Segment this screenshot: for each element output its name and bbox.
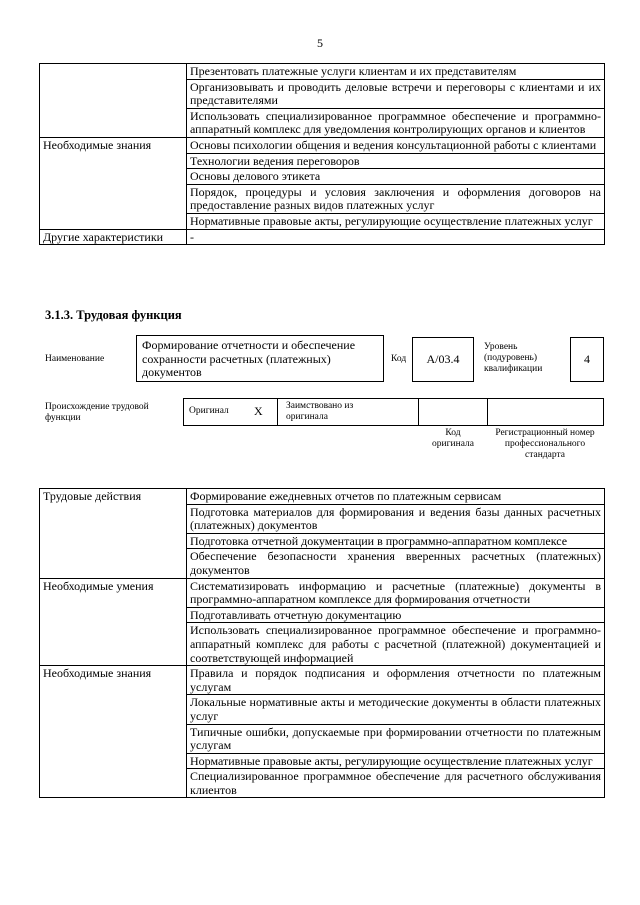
item-cell: Основы психологии общения и ведения консультационной работы с клиентами (187, 137, 605, 153)
origin-label: Происхождение трудовой функции (45, 402, 149, 423)
origin-code-box (418, 398, 488, 426)
category-cell: Необходимые знания (40, 137, 187, 229)
category-cell: Трудовые действия (40, 489, 187, 579)
item-cell: Технологии ведения переговоров (187, 153, 605, 169)
category-cell: Другие характеристики (40, 229, 187, 245)
item-cell: Нормативные правовые акты, регулирующие осуществление платежных услуг (187, 753, 605, 769)
origin-borrowed-box (277, 398, 419, 426)
qualification-level: 4 (584, 351, 590, 366)
origin-reg-box (487, 398, 604, 426)
top-requirements-table (39, 63, 605, 245)
item-cell: Подготовка отчетной документации в программно-аппаратном комплексе (187, 533, 605, 549)
item-cell: Специализированное программное обеспечение для расчетного обслуживания клиентов (187, 769, 605, 798)
code-label: Код (391, 354, 407, 364)
level-label: Уровень (подуровень) квалификации (484, 342, 543, 374)
item-cell: Систематизировать информацию и расчетные (платежные) документы в программно-аппаратном комплексе для формирования отчетности (187, 578, 605, 607)
bottom-requirements-table (39, 488, 605, 798)
item-cell: Основы делового этикета (187, 169, 605, 185)
reg-caption: Регистрационный номер профессионального стандарта (495, 428, 595, 460)
item-cell: Подготовка материалов для формирования и ведения базы данных расчетных (платежных) документов (187, 504, 605, 533)
code-value-box (412, 337, 474, 382)
item-cell: Формирование ежедневных отчетов по платежным сервисам (187, 489, 605, 505)
item-cell: - (187, 229, 605, 245)
item-cell: Порядок, процедуры и условия заключения и оформления договоров на предоставление разных видов платежных услуг (187, 184, 605, 213)
code-caption: Код оригинала (432, 428, 474, 449)
item-cell: Нормативные правовые акты, регулирующие осуществление платежных услуг (187, 213, 605, 229)
table-row (40, 666, 605, 695)
borrowed-label: Заимствовано из оригинала (286, 401, 354, 422)
table-row (40, 64, 605, 80)
level-value-box (570, 337, 604, 382)
item-cell: Подготавливать отчетную документацию (187, 607, 605, 623)
category-cell: Необходимые знания (40, 666, 187, 798)
section-heading: 3.1.3. Трудовая функция (45, 308, 182, 322)
item-cell: Локальные нормативные акты и методические документы в области платежных услуг (187, 695, 605, 724)
item-cell: Правила и порядок подписания и оформления отчетности по платежным услугам (187, 666, 605, 695)
category-cell: Необходимые умения (40, 578, 187, 666)
item-cell: Использовать специализированное программное обеспечение и программно-аппаратный комплекс для работы с расчетной (платежной) документацией и соответствующей информацией (187, 623, 605, 666)
original-mark: X (254, 404, 263, 418)
item-cell: Обеспечение безопасности хранения вверенных расчетных (платежных) документов (187, 549, 605, 578)
origin-original-box (183, 398, 278, 426)
table-row (40, 137, 605, 153)
table-row (40, 578, 605, 607)
item-cell: Использовать специализированное программное обеспечение и программно-аппаратный комплекс для уведомления контролирующих органов и клиентов (187, 108, 605, 137)
item-cell: Организовывать и проводить деловые встречи и переговоры с клиентами и их представителями (187, 79, 605, 108)
item-cell: Презентовать платежные услуги клиентам и их представителям (187, 64, 605, 80)
name-label: Наименование (45, 354, 105, 364)
table-row (40, 489, 605, 505)
page-number: 5 (317, 36, 323, 50)
name-value-box (136, 335, 384, 382)
function-name: Формирование отчетности и обеспечение сохранности расчетных (платежных) документов (142, 338, 356, 379)
category-cell (40, 64, 187, 138)
function-code: A/03.4 (426, 351, 460, 366)
original-label: Оригинал (189, 406, 229, 416)
item-cell: Типичные ошибки, допускаемые при формировании отчетности по платежным услугам (187, 724, 605, 753)
table-row (40, 229, 605, 245)
